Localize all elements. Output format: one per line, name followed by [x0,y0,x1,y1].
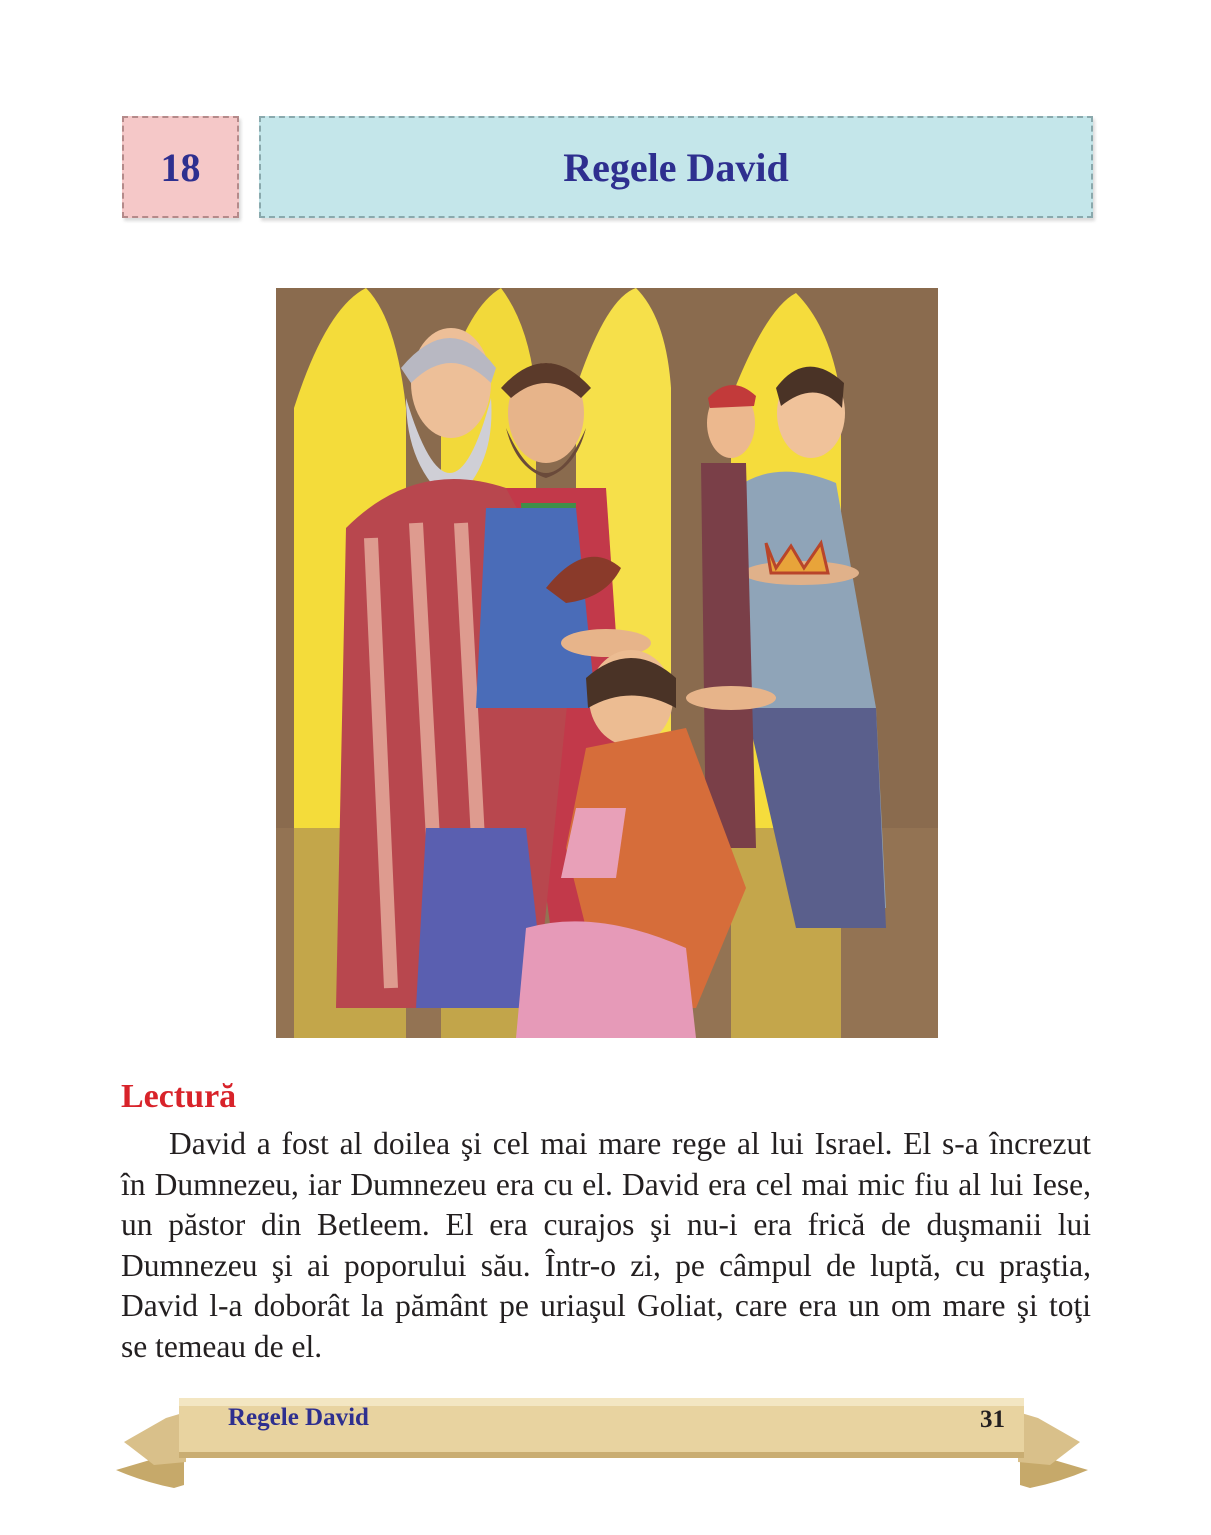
footer-title: Regele David [228,1404,369,1431]
paragraph-line: David l-a doborât la pământ pe uriaşul Goliat, care era un om mare şi toţi [121,1288,1091,1323]
paragraph-line: Dumnezeu şi ai poporului său. Într-o zi, pe câmpul de luptă, cu praştia, [121,1247,1091,1283]
paragraph-line: se temeau de el. [121,1328,323,1364]
paragraph-line: în Dumnezeu, iar Dumnezeu era cu el. David era cel mai mic fiu al lui Iese, [121,1166,1091,1202]
paragraph-line: David a fost al doilea şi cel mai mare rege al lui Israel. El s-a încrezut [169,1126,1091,1161]
reading-paragraph [121,1124,1091,1367]
paragraph-line: un păstor din Betleem. El era curajos şi nu-i era frică de duşmanii lui [121,1207,1091,1242]
lesson-title-box [259,116,1093,218]
lesson-number-box [122,116,239,218]
section-heading: Lectură [121,1078,237,1115]
anointing-of-david-painting-icon [276,288,938,1038]
page-number: 31 [980,1406,1005,1433]
lesson-number: 18 [160,144,201,190]
lesson-title: Regele David [563,144,789,190]
